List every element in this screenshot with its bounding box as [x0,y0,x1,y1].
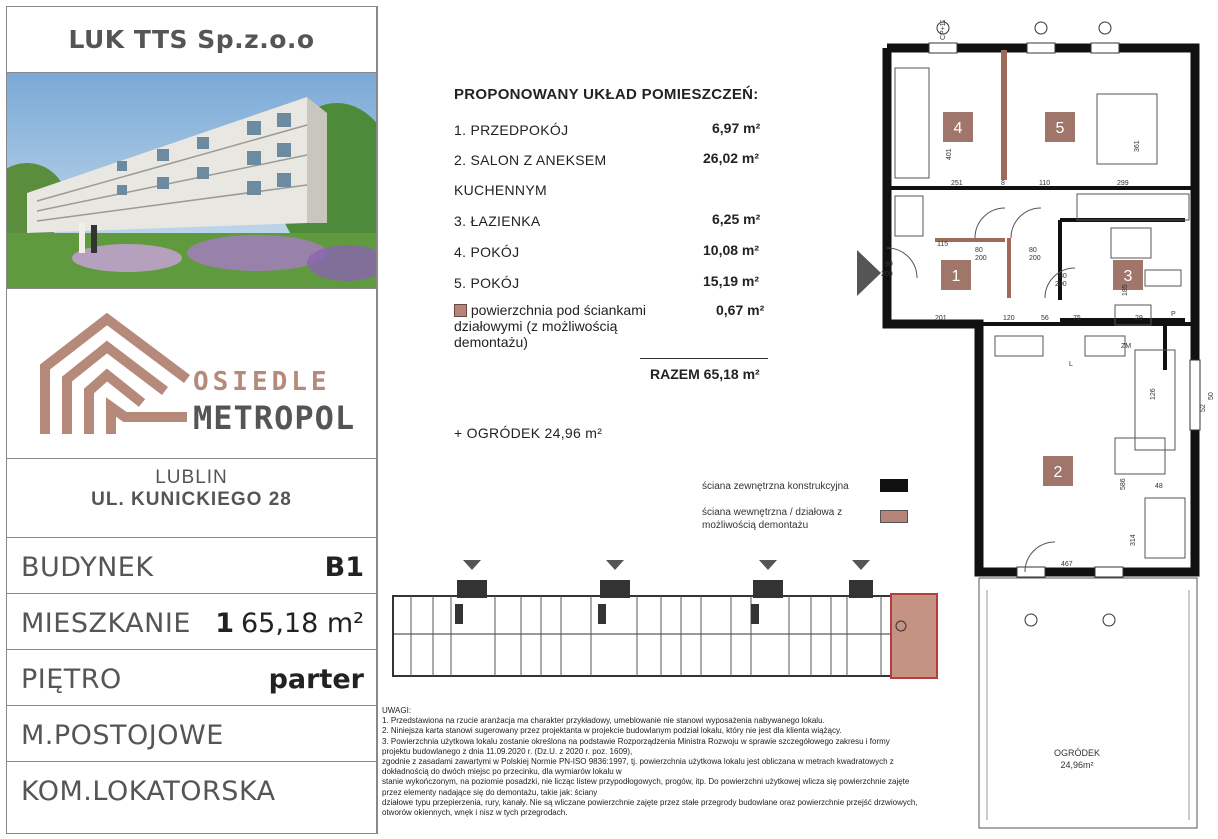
dim-label: 251 [951,180,963,187]
room-name: 2. SALON Z ANEKSEM [454,152,607,168]
note-line: 2. Niniejsza karta stanowi sugerowany przez projektanta w projekcie budowlanym podział lokalu, który nie jest dla klienta wiążący. [382,726,842,736]
city: LUBLIN [155,467,228,488]
company-name: LUK TTS Sp.z.o.o [7,7,376,73]
room-2-number: 2 [1053,464,1063,481]
room-area: 6,25 m² [712,211,761,227]
dim-label: 52 [1200,404,1207,412]
garden-label: OGRÓDEK [1053,748,1101,758]
door-dim: 200 [1055,281,1067,288]
sum-line [640,358,768,359]
floor-value: parter [268,664,364,695]
room-area: 15,19 m² [703,273,760,289]
note-line: przez elementy nadające się do demontażu, takie jak: ściany [382,787,598,797]
door-dim: 200 [1029,255,1041,262]
room-1-number: 1 [951,268,961,285]
door-dim: 80 [975,247,983,254]
dim-label: 586 [1120,478,1127,490]
note-line: działowe typu przepierzenia, rury, kanały. Nie są wliczane powierzchnie zajęte przez stałe przegrody budowlane oraz powierzchnie przejść drzwiowych, [382,797,918,807]
door-dim: 80 [1059,273,1067,280]
info-panel [6,6,377,834]
note-line: dokładnością do dwóch miejsc po przecinku, dla wymiarów lokalu w [382,767,622,777]
dim-label: 50 [1208,392,1215,400]
dim-label: 56 [1041,315,1049,322]
dim-label: 48 [1155,483,1163,490]
logo-text-osiedle: OSIEDLE [193,367,331,397]
partition-swatch [454,304,467,317]
room-name: KUCHENNYM [454,182,547,198]
note-line: 3. Powierzchnia użytkowa lokalu zostanie określona na podstawie Rozporządzenia Ministra Rozwoju w sprawie szczegółowego zakresu i formy [382,736,890,746]
room-area: 6,97 m² [712,120,761,136]
note-line: 1. Przedstawiona na rzucie aranżacja ma charakter przykładowy, umeblowanie nie stanowi wyposażenia nabywanego lokalu. [382,716,825,726]
dim-label: 110 [1039,180,1051,187]
rooms-title: PROPONOWANY UKŁAD POMIESZCZEŃ: [454,86,759,103]
door-dim: 90 [885,261,893,268]
floor-row [7,649,376,705]
partition-wall-note [454,302,684,350]
parking-row [7,705,376,761]
note-line: otworów okiennych, wnęk i nisz w tych przegrodach. [382,808,568,818]
building-row [7,537,376,593]
note-line: zgodnie z zasadami zawartymi w Polskiej Normie PN-ISO 9836:1997, tj. powierzchnia użytkowa lokalu jest obliczana w metrach kwadratowych z [382,757,894,767]
dim-label: 115 [937,241,949,248]
partition-wall-text: powierzchnia pod ściankami działowymi (z możliwością demontażu) [454,302,646,350]
door-dim: 200 [881,271,893,278]
dim-label: 314 [1130,534,1137,546]
dim-label: 201 [935,315,947,322]
room-area: 26,02 m² [703,150,760,166]
plan-label-p: P [1171,311,1176,318]
floor-plan [855,20,1215,835]
room-name: 3. ŁAZIENKA [454,213,541,229]
legend-internal-text-2: możliwością demontażu [702,520,809,531]
note-line: stanie wykończonym, na poziomie posadzki, nie licząc listew przypodłogowych, progów, itp. Do powierzchni użytkowej wlicza się powierzchnie zajęte [382,777,910,787]
dim-label: 401 [946,148,953,160]
building-render-illustration [7,73,376,289]
room-name: 1. PRZEDPOKÓJ [454,122,569,138]
building-value: B1 [324,552,364,583]
room-5-number: 5 [1055,120,1065,137]
dim-label: 361 [1134,140,1141,152]
note-line: projektu budowlanego z dnia 11.09.2020 r. (Dz.U. z 2020 r. poz. 1609), [382,746,633,756]
vent-label: CP+125 [940,20,947,40]
dim-label: 299 [1117,180,1129,187]
dim-label: 185 [1122,284,1129,296]
room-name: 4. POKÓJ [454,244,520,260]
legend-internal-text-1: ściana wewnętrzna / działowa z [702,507,843,518]
house-logo-icon [37,309,207,449]
plan-label-zm: ZM [1121,343,1132,350]
flat-number: 1 [215,608,234,639]
building-render-image [7,73,376,289]
room-area: 10,08 m² [703,242,760,258]
street: UL. KUNICKIEGO 28 [91,489,292,510]
garden-area: + OGRÓDEK 24,96 m² [454,425,603,441]
logo-text-metropol: METROPOL [193,399,356,437]
dim-label: 126 [1150,388,1157,400]
partition-area: 0,67 m² [716,302,765,318]
notes-title: UWAGI: [382,706,412,715]
flat-area: 65,18 m² [240,608,364,639]
dim-label: 75 [1073,315,1081,322]
door-dim: 80 [1029,247,1037,254]
room-name: 5. POKÓJ [454,275,520,291]
dim-label: 120 [1003,315,1015,322]
dim-label: 467 [1061,561,1073,568]
parking-label: M.POSTOJOWE [21,720,224,751]
floor-label: PIĘTRO [21,664,122,695]
total-area: RAZEM 65,18 m² [650,366,760,382]
room-4-number: 4 [953,120,963,137]
door-dim: 200 [975,255,987,262]
legend-external-text: ściana zewnętrzna konstrukcyjna [702,481,849,492]
plan-label-l: L [1069,361,1073,368]
project-logo [7,289,376,459]
room-3-number: 3 [1123,268,1133,285]
storage-label: KOM.LOKATORSKA [21,776,276,807]
building-label: BUDYNEK [21,552,154,583]
dim-label: 8 [1001,180,1005,187]
flat-row [7,593,376,649]
dim-label: 29 [1135,315,1143,322]
garden-plan-area: 24,96m² [1060,760,1094,770]
panel-divider [377,6,378,834]
storage-row [7,761,376,833]
flat-label: MIESZKANIE [21,608,191,639]
